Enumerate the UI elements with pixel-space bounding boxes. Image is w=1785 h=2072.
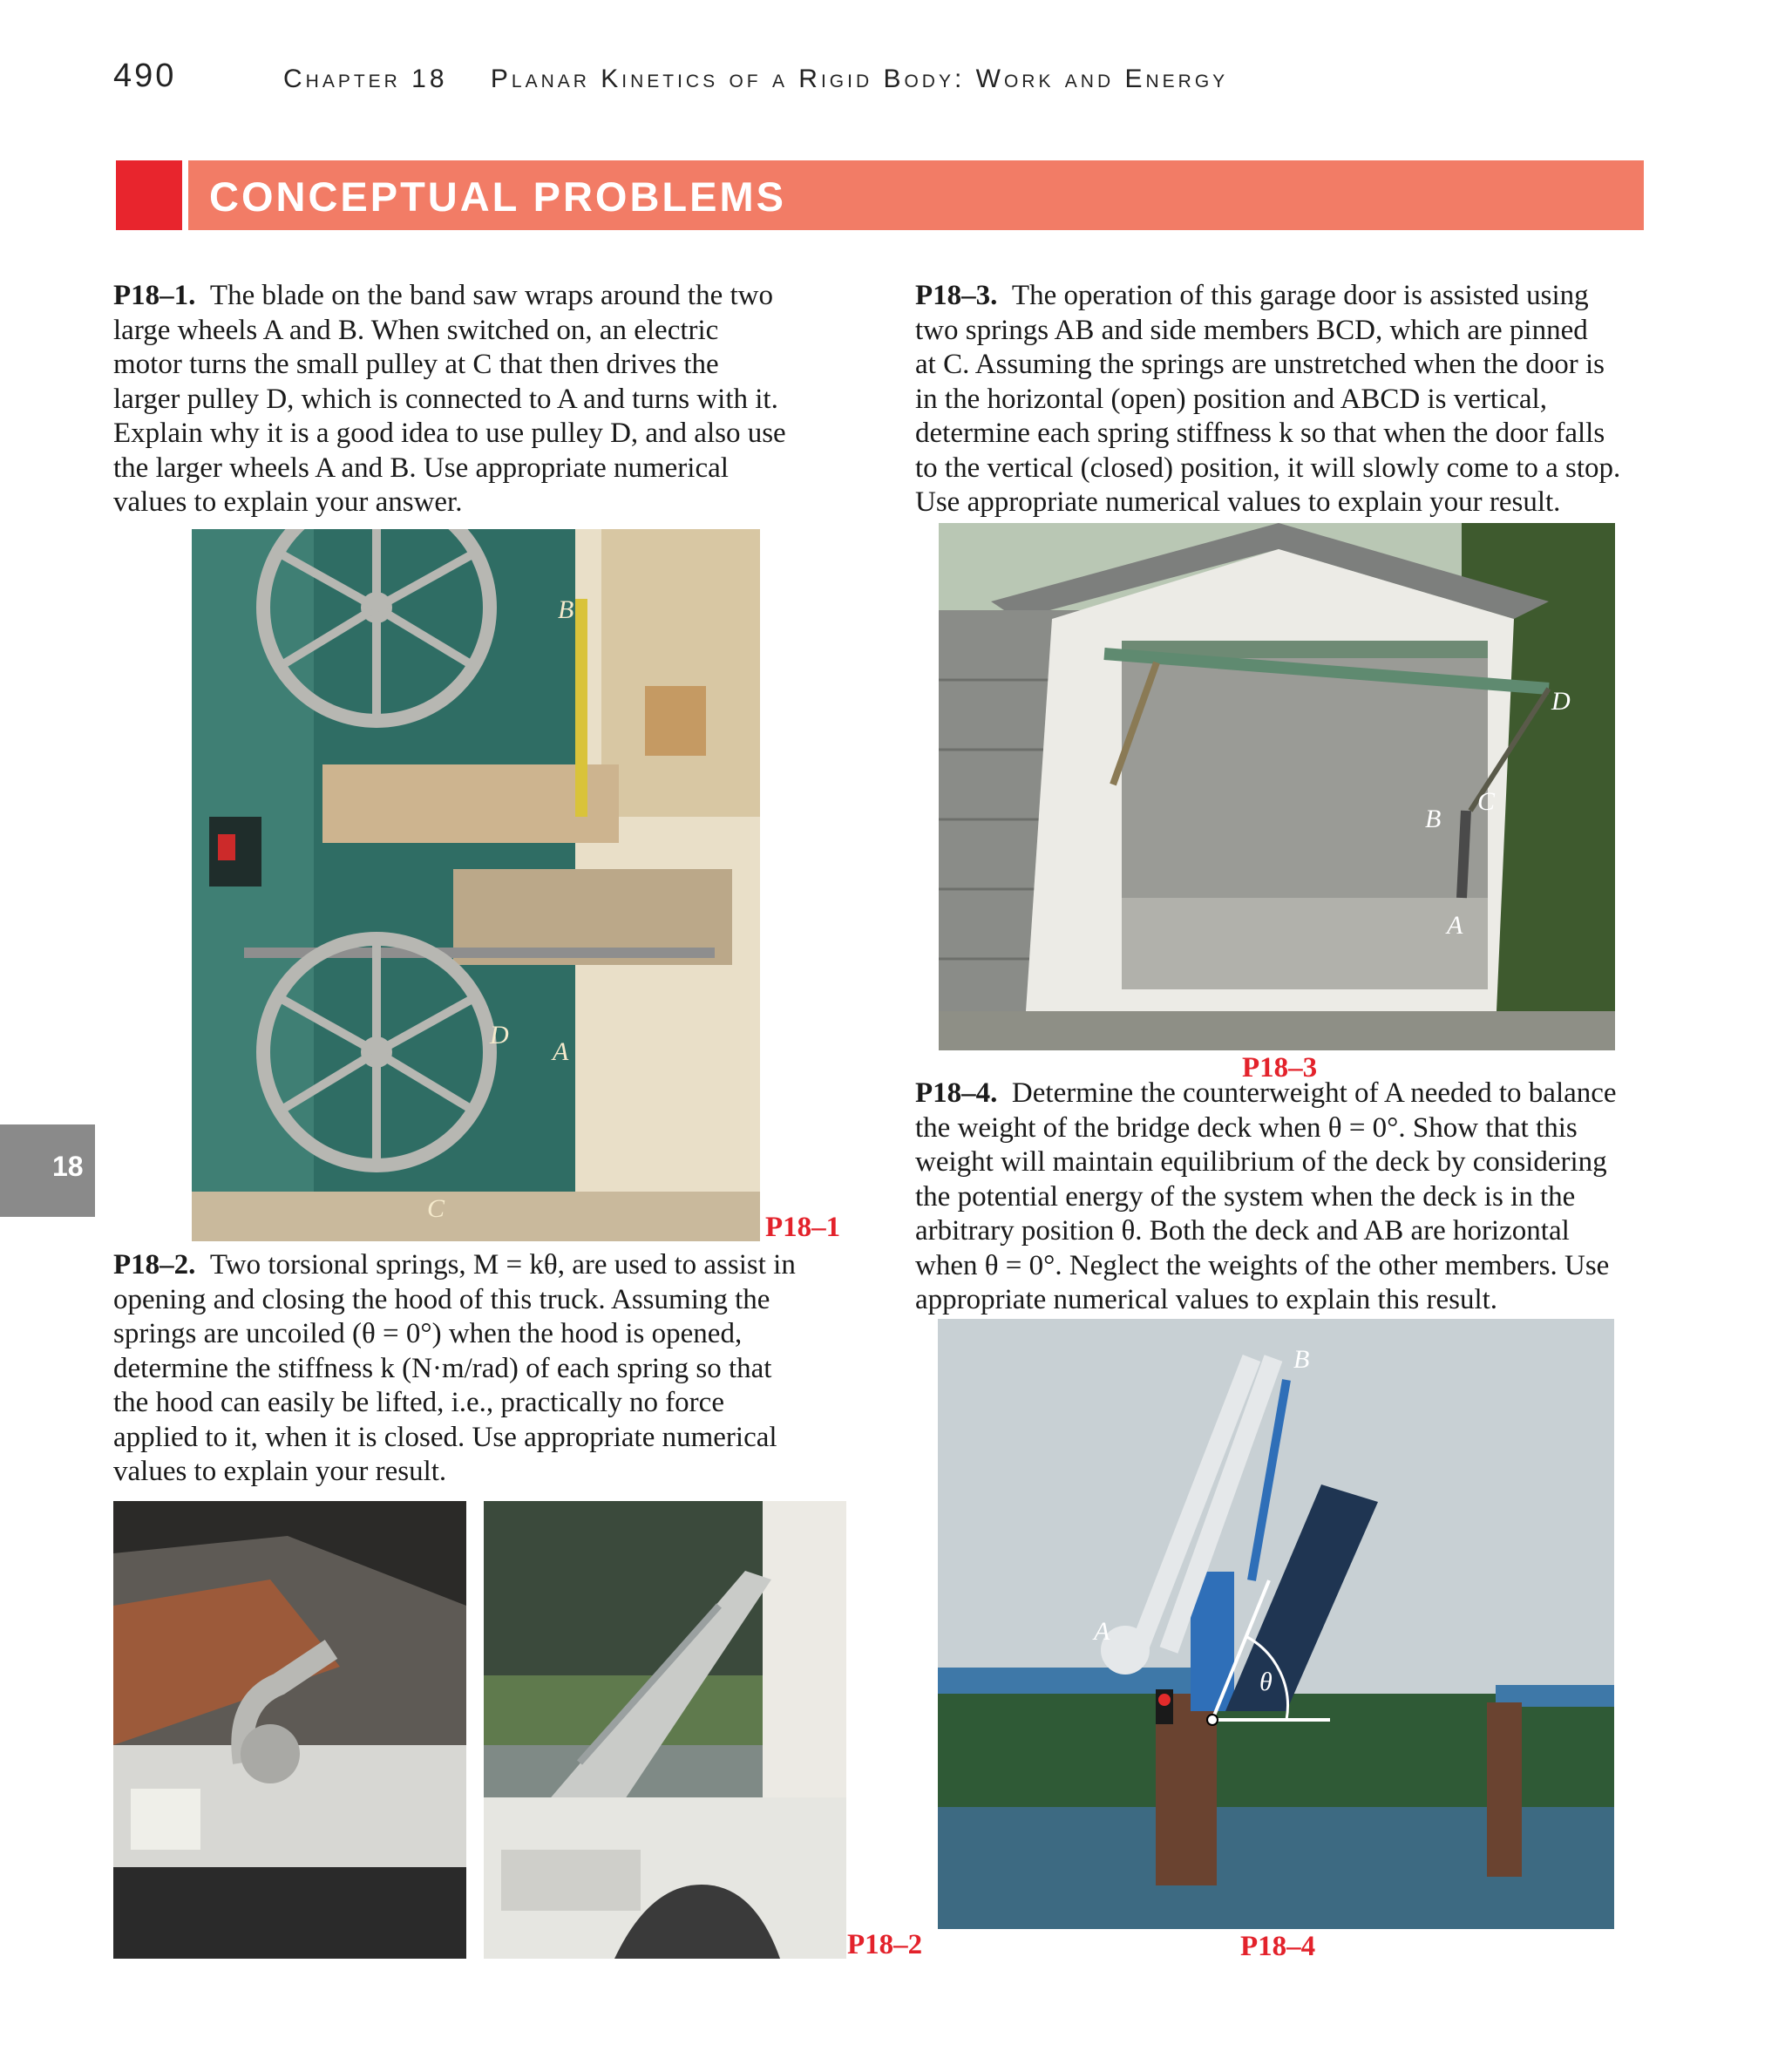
running-title: Chapter 18 Planar Kinetics of a Rigid Body: Work and Energy: [283, 65, 1229, 93]
problem-id: P18–1.: [113, 280, 196, 311]
problem-line: to the vertical (closed) position, it will slowly come to a stop.: [915, 452, 1621, 484]
label-d: D: [490, 1021, 509, 1050]
problem-line: when θ = 0°. Neglect the weights of the other members. Use: [915, 1249, 1610, 1281]
hood-spring-photo: [113, 1501, 466, 1959]
page-number: 490: [113, 58, 177, 94]
label-a: A: [1447, 911, 1463, 940]
problem-line: in the horizontal (open) position and ABCD is vertical,: [915, 383, 1547, 415]
problem-line: determine each spring stiffness k so that when the door falls: [915, 418, 1605, 449]
problem-line: weight will maintain equilibrium of the deck by considering: [915, 1146, 1607, 1178]
problem-line: the larger wheels A and B. Use appropriate numerical: [113, 452, 729, 484]
chapter-tab-number: 18: [52, 1151, 84, 1182]
problem-p18-2: [113, 1248, 839, 1490]
label-b: B: [1293, 1345, 1310, 1374]
problem-p18-3: [915, 279, 1643, 520]
problem-line: values to explain your result.: [113, 1456, 447, 1487]
problem-line: springs are uncoiled (θ = 0°) when the hood is opened,: [113, 1318, 743, 1349]
drawbridge-photo: [938, 1319, 1614, 1929]
problem-id: P18–4.: [915, 1077, 998, 1109]
problem-p18-1: [113, 279, 839, 520]
problem-line: opening and closing the hood of this truck. Assuming the: [113, 1283, 770, 1315]
problem-line: arbitrary position θ. Both the deck and AB are horizontal: [915, 1215, 1570, 1247]
problem-line: appropriate numerical values to explain this result.: [915, 1284, 1498, 1315]
figure-caption: P18–1: [765, 1212, 841, 1243]
section-title: CONCEPTUAL PROBLEMS: [209, 173, 786, 220]
problem-line: Two torsional springs, M = kθ, are used to assist in: [209, 1249, 796, 1281]
band-saw-photo: [192, 529, 760, 1241]
problem-line: the hood can easily be lifted, i.e., practically no force: [113, 1387, 724, 1418]
figure-caption: P18–3: [1242, 1052, 1318, 1084]
label-a: A: [553, 1037, 569, 1066]
problem-line: Determine the counterweight of A needed to balance: [1011, 1077, 1617, 1109]
problem-line: two springs AB and side members BCD, which are pinned: [915, 314, 1588, 346]
figure-caption: P18–2: [847, 1929, 923, 1960]
problem-line: at C. Assuming the springs are unstretched when the door is: [915, 349, 1605, 380]
truck-hood-photo: [484, 1501, 846, 1959]
label-c: C: [1477, 787, 1496, 816]
problem-id: P18–3.: [915, 280, 998, 311]
problem-line: The operation of this garage door is assisted using: [1011, 280, 1589, 311]
problem-line: The blade on the band saw wraps around the two: [209, 280, 773, 311]
problem-line: Use appropriate numerical values to explain your result.: [915, 486, 1561, 518]
problem-p18-4: [915, 1077, 1643, 1318]
problem-line: motor turns the small pulley at C that then drives the: [113, 349, 719, 380]
problem-line: large wheels A and B. When switched on, an electric: [113, 314, 719, 346]
figure-caption: P18–4: [1240, 1931, 1316, 1962]
label-b: B: [558, 595, 574, 624]
garage-door-photo: [939, 523, 1615, 1050]
label-c: C: [427, 1194, 445, 1223]
problem-line: values to explain your answer.: [113, 486, 463, 518]
label-a: A: [1094, 1617, 1110, 1646]
problem-id: P18–2.: [113, 1249, 196, 1281]
label-d: D: [1551, 687, 1571, 716]
label-b: B: [1425, 805, 1442, 833]
problem-line: larger pulley D, which is connected to A and turns with it.: [113, 383, 778, 415]
problem-line: applied to it, when it is closed. Use appropriate numerical: [113, 1421, 777, 1453]
problem-line: Explain why it is a good idea to use pulley D, and also use: [113, 418, 786, 449]
problem-line: determine the stiffness k (N·m/rad) of each spring so that: [113, 1352, 772, 1384]
banner-accent: [116, 160, 182, 230]
problem-line: the weight of the bridge deck when θ = 0°. Show that this: [915, 1111, 1578, 1144]
label-theta: θ: [1259, 1668, 1273, 1696]
problem-line: the potential energy of the system when the deck is in the: [915, 1180, 1576, 1213]
